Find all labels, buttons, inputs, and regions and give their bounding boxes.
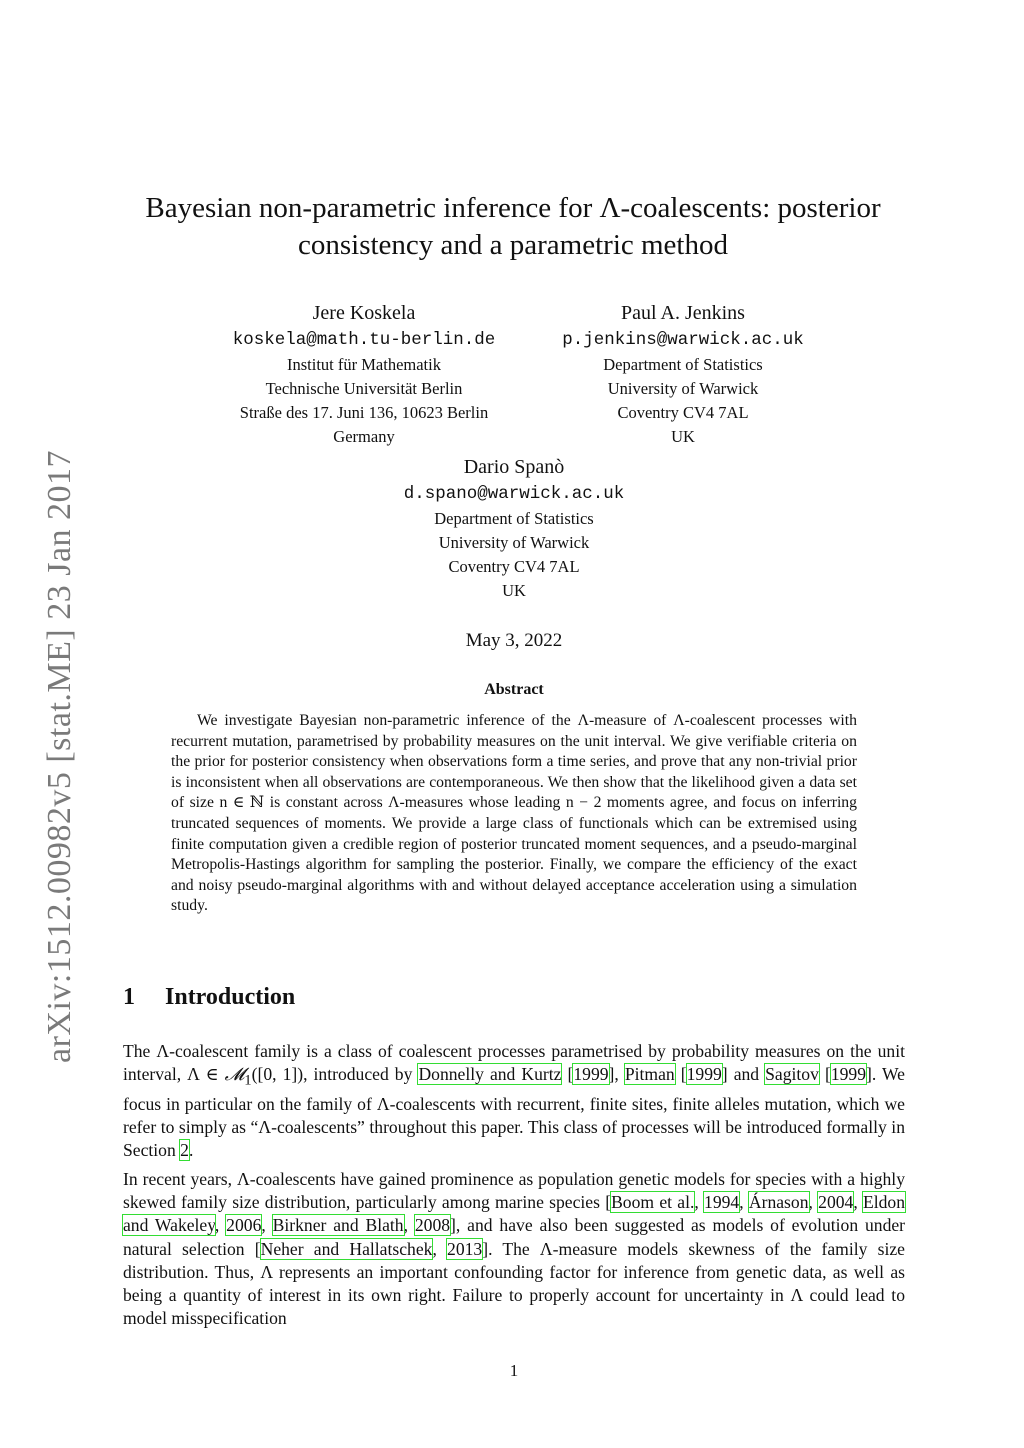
text-run: [: [561, 1064, 574, 1085]
author-email[interactable]: p.jenkins@warwick.ac.uk: [562, 330, 804, 350]
title-line-2: consistency and a parametric method: [297, 229, 728, 261]
text-run: ([0, 1]), introduced by: [251, 1064, 419, 1085]
author-email[interactable]: koskela@math.tu-berlin.de: [232, 330, 496, 350]
author-affiliation-line: Germany: [333, 427, 395, 446]
text-run: In recent years, Λ-coalescents have gained prominence as population genetic models for species with a highly skewed family size distribution, particularly among marine species [: [123, 1169, 905, 1213]
citation-link[interactable]: 1994: [704, 1192, 740, 1213]
text-run: ,: [808, 1192, 819, 1213]
citation-link[interactable]: 2006: [226, 1215, 262, 1236]
author-affiliation-line: Department of Statistics: [603, 355, 763, 374]
citation-link[interactable]: Sagitov: [765, 1064, 819, 1085]
section-link[interactable]: 2: [180, 1140, 189, 1161]
section-title: Introduction: [165, 984, 296, 1010]
text-run: ,: [432, 1238, 448, 1259]
author-affiliation-line: Technische Universität Berlin: [265, 379, 463, 398]
text-run: ,: [214, 1215, 227, 1236]
math-symbol: 𝓜: [224, 1064, 245, 1085]
math-subscript: 1: [244, 1072, 252, 1089]
text-run: [: [674, 1064, 687, 1085]
citation-link[interactable]: Eldon and Wakeley: [123, 1192, 906, 1236]
citation-link[interactable]: 2013: [447, 1238, 483, 1259]
citation-link[interactable]: Neher and Hallatschek: [260, 1238, 433, 1259]
paper-date: May 3, 2022: [465, 630, 563, 651]
author-email[interactable]: d.spano@warwick.ac.uk: [403, 484, 625, 504]
page-number: 1: [509, 1361, 519, 1380]
citation-link[interactable]: 1999: [686, 1064, 722, 1085]
author-affiliation-line: UK: [502, 581, 526, 600]
title-line-1: Bayesian non-parametric inference for Λ-coalescents: posterior: [145, 192, 881, 224]
text-run: ],: [608, 1064, 625, 1085]
author-affiliation-line: Department of Statistics: [434, 509, 594, 528]
text-run: .: [188, 1140, 194, 1161]
text-run: ,: [853, 1192, 863, 1213]
citation-link[interactable]: 2008: [414, 1215, 451, 1236]
author-affiliation-line: Coventry CV4 7AL: [448, 557, 580, 576]
text-run: The Λ-coalescent family is a class of coalescent processes parametrised by probability measures on the unit interval, Λ ∈: [123, 1041, 905, 1085]
text-run: ,: [403, 1215, 415, 1236]
citation-link[interactable]: Donnelly and Kurtz: [418, 1064, 562, 1085]
citation-link[interactable]: Pitman: [624, 1064, 675, 1085]
citation-link[interactable]: Boom et al.: [611, 1192, 695, 1213]
text-run: ], and have also been suggested as models of evolution under natural selection [: [123, 1215, 906, 1259]
citation-link[interactable]: 1999: [573, 1064, 609, 1085]
section-number: 1: [123, 984, 135, 1010]
abstract-heading: Abstract: [484, 681, 544, 698]
author-affiliation-line: Straße des 17. Juni 136, 10623 Berlin: [239, 403, 489, 422]
author-name: Paul A. Jenkins: [621, 302, 745, 324]
author-block-jenkins: [533, 299, 833, 449]
abstract-body: We investigate Bayesian non-parametric inference of the Λ-measure of Λ-coalescent processes with recurrent mutation, parametrised by probability measures on the unit interval. We give verifiable criteria on the prior for posterior consistency when observations form a time series, and prove that any non-trivial prior is inconsistent when all observations are contemporaneous. We then show that the likelihood given a data set of size n ∈ ℕ is constant across Λ-measures whose leading n − 2 moments agree, and focus on inferring truncated sequences of moments. We provide a large class of functionals which can be extremised using finite computation given a credible region of posterior truncated moment sequences, and a pseudo-marginal Metropolis-Hastings algorithm for sampling the posterior. Finally, we compare the efficiency of the exact and noisy pseudo-marginal algorithms with and without delayed acceptance acceleration using a simulation study.: [171, 712, 857, 915]
citation-link[interactable]: Birkner and Blath: [272, 1215, 404, 1236]
arxiv-stamp: arXiv:1512.00982v5 [stat.ME] 23 Jan 2017: [41, 449, 78, 1063]
text-run: ]. The Λ-measure models skewness of the family size distribution. Thus, Λ represents an important confounding factor for inference from genetic data, as well as being a quantity of interest in its own right. Failure to properly account for uncertainty in Λ could lead to model misspecification: [123, 1238, 905, 1329]
text-run: ]. We focus in particular on the family of Λ-coalescents with recurrent, finite sites, finite alleles mutation, which we refer to simply as “Λ-coalescents” throughout this paper. This class of processes will be introduced formally in Section: [123, 1064, 905, 1161]
author-affiliation-line: University of Warwick: [607, 379, 759, 398]
author-affiliation-line: University of Warwick: [438, 533, 590, 552]
text-run: ] and: [721, 1064, 766, 1085]
author-block-spano: [364, 453, 664, 603]
text-run: ,: [739, 1192, 749, 1213]
text-run: [: [818, 1064, 831, 1085]
intro-paragraph-2: [123, 1168, 905, 1330]
citation-link[interactable]: 1999: [830, 1064, 866, 1085]
author-name: Dario Spanò: [463, 456, 565, 478]
intro-paragraph-1: [123, 1040, 905, 1163]
author-affiliation-line: UK: [671, 427, 695, 446]
text-run: ,: [261, 1215, 273, 1236]
section-heading: [123, 981, 295, 1013]
text-run: ,: [694, 1192, 705, 1213]
paper-title: [120, 190, 906, 264]
author-name: Jere Koskela: [312, 302, 416, 324]
citation-link[interactable]: 2004: [818, 1192, 854, 1213]
author-affiliation-line: Coventry CV4 7AL: [617, 403, 749, 422]
author-affiliation-line: Institut für Mathematik: [287, 355, 441, 374]
citation-link[interactable]: Árnason: [748, 1192, 809, 1213]
author-block-koskela: [214, 299, 514, 449]
